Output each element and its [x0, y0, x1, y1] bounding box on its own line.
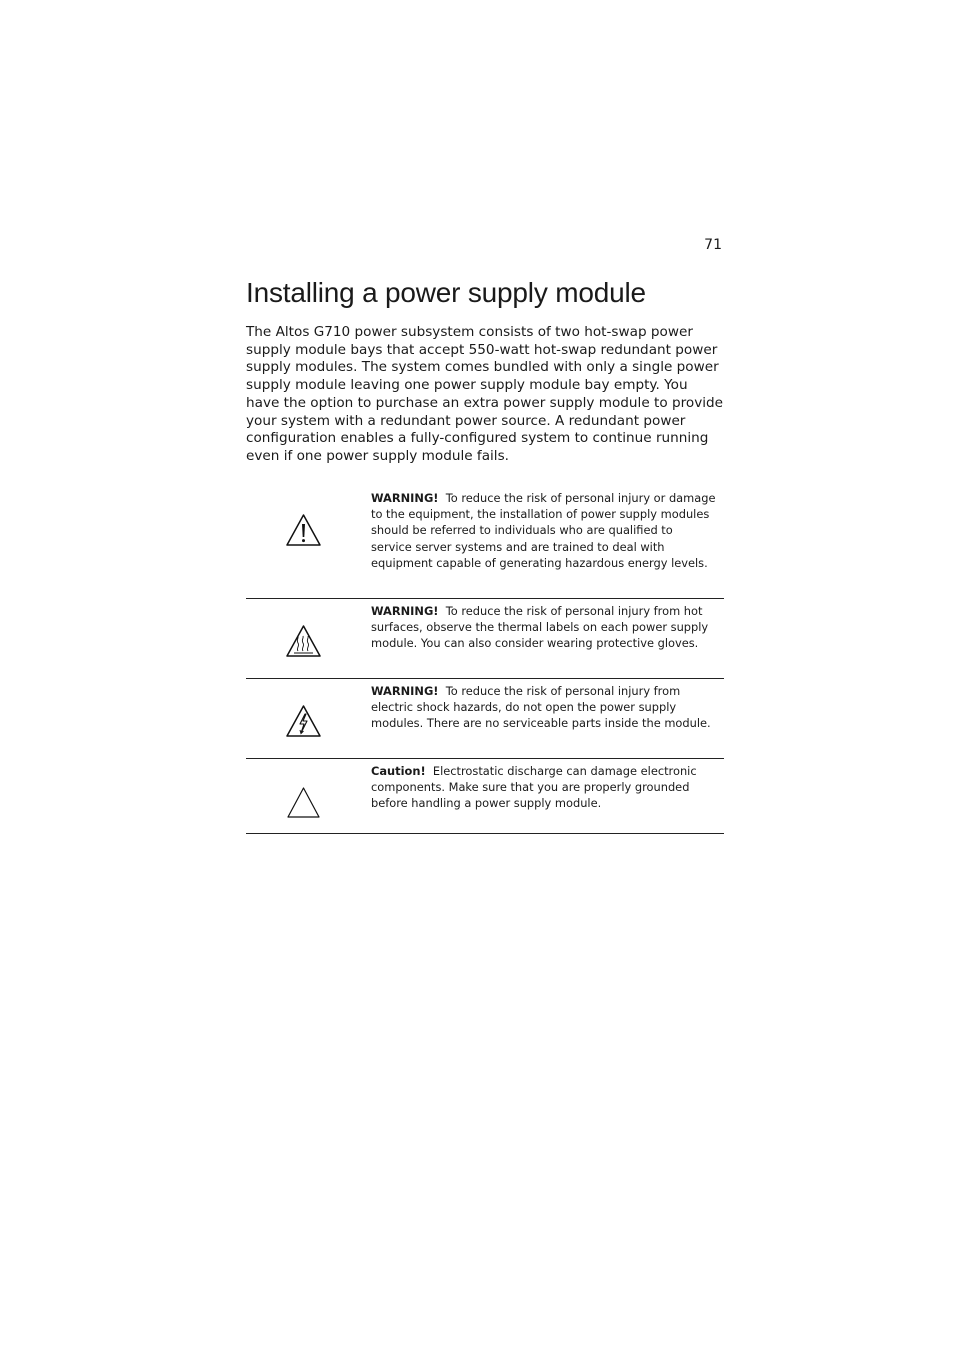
notice-label: WARNING! [371, 491, 439, 505]
notice-label: WARNING! [371, 604, 439, 618]
notice-text: To reduce the risk of personal injury or damage to the equipment, the installation of power supply modules should be referred to individuals who are qualified to service server systems and are trained to deal with equipment capable of generating hazardous energy levels. [371, 491, 716, 570]
page-number: 71 [704, 237, 722, 253]
notice-row [246, 488, 724, 599]
caution-triangle-icon [285, 786, 322, 820]
notice-table [246, 488, 724, 834]
notice-text: To reduce the risk of personal injury from electric shock hazards, do not open the power supply modules. There are no serviceable parts inside the module. [371, 684, 711, 731]
notice-row [246, 759, 724, 834]
notice-row [246, 679, 724, 759]
intro-paragraph: The Altos G710 power subsystem consists of two hot-swap power supply module bays that accept 550-watt hot-swap redundant power supply modules. The system comes bundled with only a single power supply module leaving one power supply module bay empty. You have the option to purchase an extra power supply module to provide your system with a redundant power source. A redundant power configuration enables a fully-configured system to continue running even if one power supply module fails. [246, 324, 724, 464]
electric-shock-warning-icon [285, 704, 322, 738]
hot-surface-warning-icon [285, 624, 322, 658]
notice-text: Electrostatic discharge can damage electronic components. Make sure that you are properly grounded before handling a power supply module. [371, 764, 697, 811]
exclamation-warning-icon [285, 513, 322, 547]
page-title: Installing a power supply module [246, 277, 646, 308]
notice-row [246, 599, 724, 679]
notice-label: WARNING! [371, 684, 439, 698]
notice-text: To reduce the risk of personal injury from hot surfaces, observe the thermal labels on each power supply module. You can also consider wearing protective gloves. [371, 604, 709, 651]
notice-label: Caution! [371, 764, 426, 778]
